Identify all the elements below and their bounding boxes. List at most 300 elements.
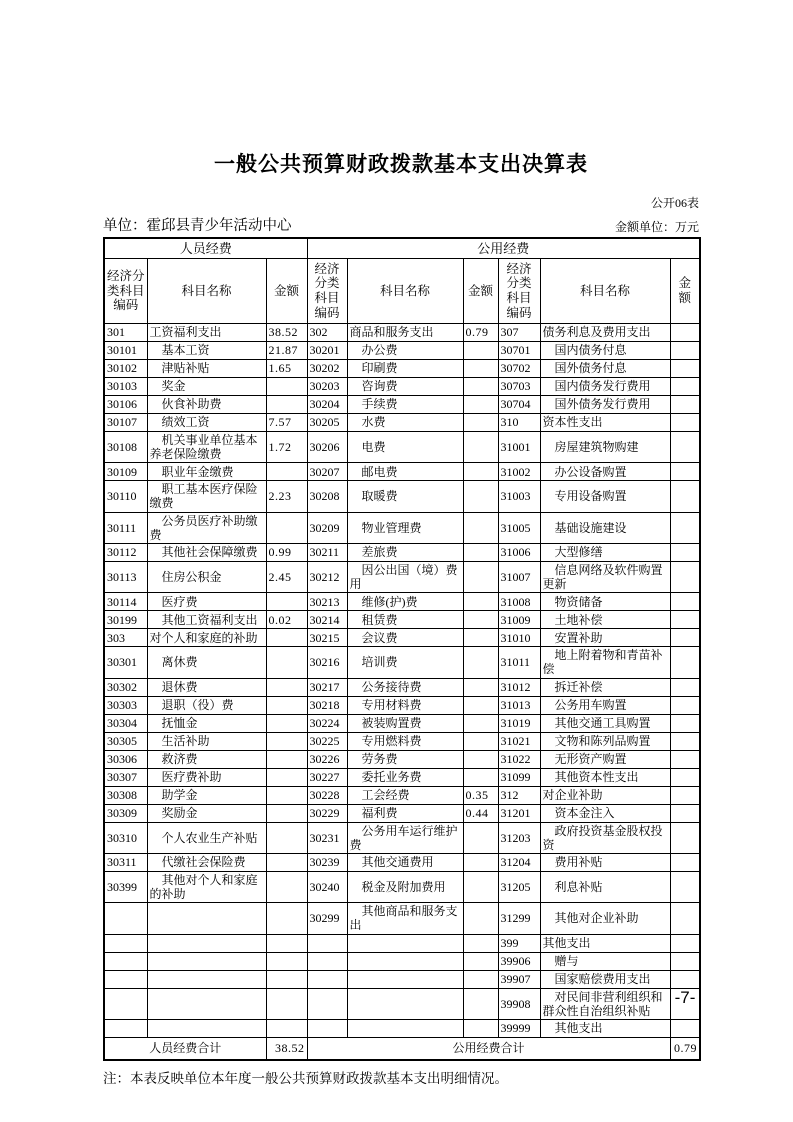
subject-name-cell: 个人农业生产补贴 [147, 822, 266, 853]
subject-name-cell: 印刷费 [347, 360, 463, 378]
subject-name-cell: 工会经费 [347, 786, 463, 804]
subject-name-cell: 大型修缮 [540, 543, 670, 561]
table-row [104, 360, 700, 378]
subject-name-cell: 医疗费 [147, 593, 266, 611]
subject-name-cell: 差旅费 [347, 543, 463, 561]
amount-cell: 1.72 [266, 432, 307, 463]
amount-cell [463, 1019, 498, 1037]
code-cell: 30209 [307, 512, 347, 543]
group-header-public: 公用经费 [307, 238, 700, 259]
subject-name-cell: 专用材料费 [347, 696, 463, 714]
amount-cell [670, 952, 700, 970]
subject-name-cell: 租赁费 [347, 611, 463, 629]
subject-name-cell [347, 1019, 463, 1037]
amount-cell [463, 629, 498, 647]
subject-name-cell: 其他工资福利支出 [147, 611, 266, 629]
subject-name-cell: 奖金 [147, 378, 266, 396]
subject-name-cell: 国内债务付息 [540, 342, 670, 360]
code-cell: 30304 [104, 714, 147, 732]
code-cell: 39906 [498, 952, 540, 970]
amount-cell [463, 593, 498, 611]
amount-cell: 0.99 [266, 543, 307, 561]
subject-name-cell: 医疗费补助 [147, 768, 266, 786]
code-cell [104, 970, 147, 988]
table-row [104, 561, 700, 592]
subject-name-cell: 劳务费 [347, 750, 463, 768]
subject-name-cell: 抚恤金 [147, 714, 266, 732]
amount-cell [266, 463, 307, 481]
code-cell: 310 [498, 414, 540, 432]
subject-name-cell: 福利费 [347, 804, 463, 822]
code-cell: 31011 [498, 647, 540, 678]
code-cell: 31007 [498, 561, 540, 592]
amount-cell [670, 629, 700, 647]
code-cell: 307 [498, 324, 540, 342]
subject-name-cell: 专用设备购置 [540, 481, 670, 512]
code-cell: 30203 [307, 378, 347, 396]
table-row [104, 396, 700, 414]
amount-cell: 21.87 [266, 342, 307, 360]
amount-cell [266, 871, 307, 902]
code-cell [104, 1019, 147, 1037]
code-cell [307, 1019, 347, 1037]
document-page [103, 148, 699, 1087]
column-header-amount-1: 金额 [266, 259, 307, 324]
amount-cell [670, 970, 700, 988]
amount-cell [463, 414, 498, 432]
code-cell: 30218 [307, 696, 347, 714]
amount-cell: 2.45 [266, 561, 307, 592]
amount-cell [266, 768, 307, 786]
code-cell: 30225 [307, 732, 347, 750]
subject-name-cell: 其他交通工具购置 [540, 714, 670, 732]
amount-cell: 0.79 [463, 324, 498, 342]
code-cell: 30704 [498, 396, 540, 414]
table-row [104, 871, 700, 902]
subject-name-cell: 房屋建筑物购建 [540, 432, 670, 463]
subject-name-cell: 其他对企业补助 [540, 903, 670, 934]
column-header-name-3: 科目名称 [540, 259, 670, 324]
table-row [104, 903, 700, 934]
code-cell [104, 934, 147, 952]
code-cell: 31205 [498, 871, 540, 902]
code-cell [104, 988, 147, 1019]
amount-cell [266, 396, 307, 414]
subject-name-cell: 利息补贴 [540, 871, 670, 902]
table-row [104, 768, 700, 786]
code-cell: 30309 [104, 804, 147, 822]
amount-cell [266, 934, 307, 952]
code-cell: 30299 [307, 903, 347, 934]
code-cell: 31201 [498, 804, 540, 822]
code-cell: 30107 [104, 414, 147, 432]
subject-name-cell: 培训费 [347, 647, 463, 678]
subject-name-cell: 对企业补助 [540, 786, 670, 804]
code-cell: 31021 [498, 732, 540, 750]
code-cell: 30302 [104, 678, 147, 696]
subject-name-cell: 费用补贴 [540, 853, 670, 871]
code-cell: 31019 [498, 714, 540, 732]
subject-name-cell: 职工基本医疗保险缴费 [147, 481, 266, 512]
amount-cell [670, 481, 700, 512]
table-code-label: 公开06表 [650, 196, 699, 210]
amount-cell [670, 463, 700, 481]
subject-name-cell: 办公设备购置 [540, 463, 670, 481]
subject-name-cell: 公务接待费 [347, 678, 463, 696]
amount-cell: 2.23 [266, 481, 307, 512]
subject-name-cell: 其他商品和服务支出 [347, 903, 463, 934]
code-cell: 31203 [498, 822, 540, 853]
subject-name-cell: 信息网络及软件购置更新 [540, 561, 670, 592]
table-row [104, 934, 700, 952]
group-header-row [104, 238, 700, 259]
subject-name-cell: 生活补助 [147, 732, 266, 750]
code-cell: 31005 [498, 512, 540, 543]
amount-cell [670, 853, 700, 871]
code-cell: 39908 [498, 988, 540, 1019]
amount-cell [463, 378, 498, 396]
amount-cell [670, 786, 700, 804]
public-total-label: 公用经费合计 [307, 1037, 670, 1060]
subject-name-cell: 工资福利支出 [147, 324, 266, 342]
amount-cell [670, 768, 700, 786]
code-cell [104, 903, 147, 934]
code-cell: 31010 [498, 629, 540, 647]
amount-cell [463, 696, 498, 714]
amount-cell [266, 647, 307, 678]
subject-name-cell: 奖励金 [147, 804, 266, 822]
subject-name-cell: 其他支出 [540, 934, 670, 952]
code-cell: 30106 [104, 396, 147, 414]
code-cell: 30240 [307, 871, 347, 902]
subject-name-cell [147, 934, 266, 952]
code-cell: 31013 [498, 696, 540, 714]
subject-name-cell [347, 934, 463, 952]
amount-cell [670, 378, 700, 396]
amount-cell [463, 543, 498, 561]
amount-cell [670, 432, 700, 463]
code-cell [307, 970, 347, 988]
subject-name-cell: 电费 [347, 432, 463, 463]
code-cell: 31012 [498, 678, 540, 696]
code-cell: 30399 [104, 871, 147, 902]
amount-cell [266, 970, 307, 988]
subject-name-cell: 政府投资基金股权投资 [540, 822, 670, 853]
subject-name-cell: 税金及附加费用 [347, 871, 463, 902]
amount-cell [670, 903, 700, 934]
code-cell: 30110 [104, 481, 147, 512]
code-cell: 31001 [498, 432, 540, 463]
subject-name-cell [147, 970, 266, 988]
code-cell: 30701 [498, 342, 540, 360]
code-cell: 31099 [498, 768, 540, 786]
amount-cell [670, 414, 700, 432]
amount-cell: 7.57 [266, 414, 307, 432]
code-cell: 30307 [104, 768, 147, 786]
code-cell: 30112 [104, 543, 147, 561]
table-row [104, 804, 700, 822]
amount-cell [463, 396, 498, 414]
subject-name-cell: 办公费 [347, 342, 463, 360]
subject-name-cell: 公务用车运行维护费 [347, 822, 463, 853]
subject-name-cell: 土地补偿 [540, 611, 670, 629]
column-header-code-2: 经济分类科目编码 [307, 259, 347, 324]
code-cell: 303 [104, 629, 147, 647]
page-title: 一般公共预算财政拨款基本支出决算表 [214, 152, 588, 176]
amount-cell [670, 871, 700, 902]
code-cell: 30306 [104, 750, 147, 768]
amount-cell [266, 732, 307, 750]
table-row [104, 732, 700, 750]
subject-name-cell: 取暖费 [347, 481, 463, 512]
table-row [104, 543, 700, 561]
totals-row [104, 1037, 700, 1060]
table-row [104, 611, 700, 629]
amount-cell [670, 750, 700, 768]
subject-name-cell: 国外债务付息 [540, 360, 670, 378]
code-cell: 30231 [307, 822, 347, 853]
table-row [104, 714, 700, 732]
table-row [104, 1019, 700, 1037]
code-cell: 30207 [307, 463, 347, 481]
amount-cell [670, 732, 700, 750]
subject-name-cell: 津贴补贴 [147, 360, 266, 378]
amount-cell [266, 903, 307, 934]
subject-name-cell: 专用燃料费 [347, 732, 463, 750]
code-cell: 30208 [307, 481, 347, 512]
amount-cell [463, 853, 498, 871]
subject-name-cell: 其他支出 [540, 1019, 670, 1037]
subject-name-cell: 委托业务费 [347, 768, 463, 786]
subject-name-cell: 国内债务发行费用 [540, 378, 670, 396]
group-header-personnel: 人员经费 [104, 238, 307, 259]
subject-name-cell: 维修(护)费 [347, 593, 463, 611]
column-header-name-2: 科目名称 [347, 259, 463, 324]
table-row [104, 414, 700, 432]
amount-cell: 1.65 [266, 360, 307, 378]
subject-name-cell [147, 988, 266, 1019]
amount-cell [266, 952, 307, 970]
personnel-total-amount: 38.52 [266, 1037, 307, 1060]
table-row [104, 647, 700, 678]
code-cell: 30308 [104, 786, 147, 804]
table-row [104, 342, 700, 360]
subject-name-cell: 机关事业单位基本养老保险缴费 [147, 432, 266, 463]
code-cell: 30227 [307, 768, 347, 786]
subject-name-cell [347, 952, 463, 970]
code-cell: 31204 [498, 853, 540, 871]
amount-cell [463, 988, 498, 1019]
code-cell: 30213 [307, 593, 347, 611]
amount-cell [670, 512, 700, 543]
code-cell: 30113 [104, 561, 147, 592]
code-cell: 39907 [498, 970, 540, 988]
amount-cell [463, 934, 498, 952]
code-cell [307, 934, 347, 952]
amount-cell [463, 903, 498, 934]
code-cell [104, 952, 147, 970]
table-row [104, 593, 700, 611]
subject-name-cell: 助学金 [147, 786, 266, 804]
amount-cell [266, 512, 307, 543]
amount-cell [463, 871, 498, 902]
column-header-code-3: 经济分类科目编码 [498, 259, 540, 324]
code-cell: 30703 [498, 378, 540, 396]
code-cell [307, 988, 347, 1019]
code-cell: 30228 [307, 786, 347, 804]
amount-cell [266, 378, 307, 396]
code-cell: 30702 [498, 360, 540, 378]
code-cell: 30108 [104, 432, 147, 463]
subject-name-cell [147, 903, 266, 934]
subject-name-cell: 债务利息及费用支出 [540, 324, 670, 342]
code-cell: 30216 [307, 647, 347, 678]
table-row [104, 378, 700, 396]
subject-name-cell: 被装购置费 [347, 714, 463, 732]
code-cell: 30217 [307, 678, 347, 696]
table-row [104, 324, 700, 342]
code-cell: 30204 [307, 396, 347, 414]
code-cell: 301 [104, 324, 147, 342]
table-row [104, 696, 700, 714]
code-cell: 312 [498, 786, 540, 804]
amount-cell [266, 593, 307, 611]
amount-cell: 0.35 [463, 786, 498, 804]
code-cell: 31002 [498, 463, 540, 481]
code-cell: 399 [498, 934, 540, 952]
amount-cell [463, 714, 498, 732]
amount-cell [463, 481, 498, 512]
table-row [104, 750, 700, 768]
subject-name-cell: 安置补助 [540, 629, 670, 647]
subject-name-cell: 文物和陈列品购置 [540, 732, 670, 750]
subject-name-cell: 拆迁补偿 [540, 678, 670, 696]
code-cell: 30303 [104, 696, 147, 714]
code-cell: 30205 [307, 414, 347, 432]
amount-cell [463, 342, 498, 360]
subject-name-cell: 退职（役）费 [147, 696, 266, 714]
code-cell: 30229 [307, 804, 347, 822]
column-header-row [104, 259, 700, 324]
amount-cell [670, 804, 700, 822]
amount-cell [463, 512, 498, 543]
amount-cell [463, 360, 498, 378]
personnel-total-label: 人员经费合计 [104, 1037, 266, 1060]
amount-cell [266, 853, 307, 871]
subject-name-cell: 因公出国（境）费用 [347, 561, 463, 592]
subject-name-cell: 赠与 [540, 952, 670, 970]
subject-name-cell: 其他交通费用 [347, 853, 463, 871]
code-cell: 39999 [498, 1019, 540, 1037]
subject-name-cell: 住房公积金 [147, 561, 266, 592]
subject-name-cell [147, 952, 266, 970]
code-cell: 30301 [104, 647, 147, 678]
amount-cell [670, 324, 700, 342]
code-cell: 30114 [104, 593, 147, 611]
footnote: 注：本表反映单位本年度一般公共预算财政拨款基本支出明细情况。 [103, 1070, 508, 1086]
code-cell: 31299 [498, 903, 540, 934]
code-cell: 30103 [104, 378, 147, 396]
subject-name-cell: 会议费 [347, 629, 463, 647]
amount-cell [266, 750, 307, 768]
amount-cell [463, 732, 498, 750]
subject-name-cell: 商品和服务支出 [347, 324, 463, 342]
code-cell: 30305 [104, 732, 147, 750]
amount-cell [463, 561, 498, 592]
subject-name-cell: 对民间非营利组织和群众性自治组织补贴 [540, 988, 670, 1019]
code-cell: 30202 [307, 360, 347, 378]
amount-cell [266, 678, 307, 696]
column-header-name-1: 科目名称 [147, 259, 266, 324]
amount-cell [670, 1019, 700, 1037]
code-cell: 30215 [307, 629, 347, 647]
budget-table [103, 237, 701, 1061]
column-header-amount-3: 金额 [670, 259, 700, 324]
table-row [104, 481, 700, 512]
code-cell: 30211 [307, 543, 347, 561]
code-cell: 30101 [104, 342, 147, 360]
table-row [104, 678, 700, 696]
code-cell: 30199 [104, 611, 147, 629]
code-cell: 30212 [307, 561, 347, 592]
amount-cell [670, 647, 700, 678]
code-cell: 30310 [104, 822, 147, 853]
amount-cell [463, 432, 498, 463]
code-cell: 30311 [104, 853, 147, 871]
subject-name-cell: 职业年金缴费 [147, 463, 266, 481]
code-cell: 31003 [498, 481, 540, 512]
amount-cell [670, 360, 700, 378]
subject-name-cell: 物业管理费 [347, 512, 463, 543]
subject-name-cell: 其他社会保障缴费 [147, 543, 266, 561]
code-cell: 31006 [498, 543, 540, 561]
subject-name-cell: 手续费 [347, 396, 463, 414]
amount-cell [266, 696, 307, 714]
subject-name-cell: 退休费 [147, 678, 266, 696]
table-row [104, 970, 700, 988]
table-row [104, 853, 700, 871]
code-cell: 31022 [498, 750, 540, 768]
amount-cell [670, 342, 700, 360]
column-header-code-1: 经济分类科目编码 [104, 259, 147, 324]
subject-name-cell: 基础设施建设 [540, 512, 670, 543]
code-cell: 30109 [104, 463, 147, 481]
code-cell: 31009 [498, 611, 540, 629]
amount-cell [670, 561, 700, 592]
amount-cell: 38.52 [266, 324, 307, 342]
amount-cell [266, 1019, 307, 1037]
amount-cell [463, 822, 498, 853]
amount-cell [670, 678, 700, 696]
subject-name-cell: 水费 [347, 414, 463, 432]
subject-name-cell: 绩效工资 [147, 414, 266, 432]
subject-name-cell: 资本金注入 [540, 804, 670, 822]
amount-cell [463, 647, 498, 678]
amount-unit-label: 金额单位：万元 [614, 220, 699, 234]
subject-name-cell: 地上附着物和青苗补偿 [540, 647, 670, 678]
amount-cell: 0.02 [266, 611, 307, 629]
table-row [104, 463, 700, 481]
code-cell [307, 952, 347, 970]
amount-cell [463, 768, 498, 786]
code-cell: 30226 [307, 750, 347, 768]
code-cell: 30214 [307, 611, 347, 629]
amount-cell [670, 396, 700, 414]
code-cell: 30102 [104, 360, 147, 378]
subject-name-cell [347, 988, 463, 1019]
subject-name-cell: 其他资本性支出 [540, 768, 670, 786]
amount-cell [266, 714, 307, 732]
